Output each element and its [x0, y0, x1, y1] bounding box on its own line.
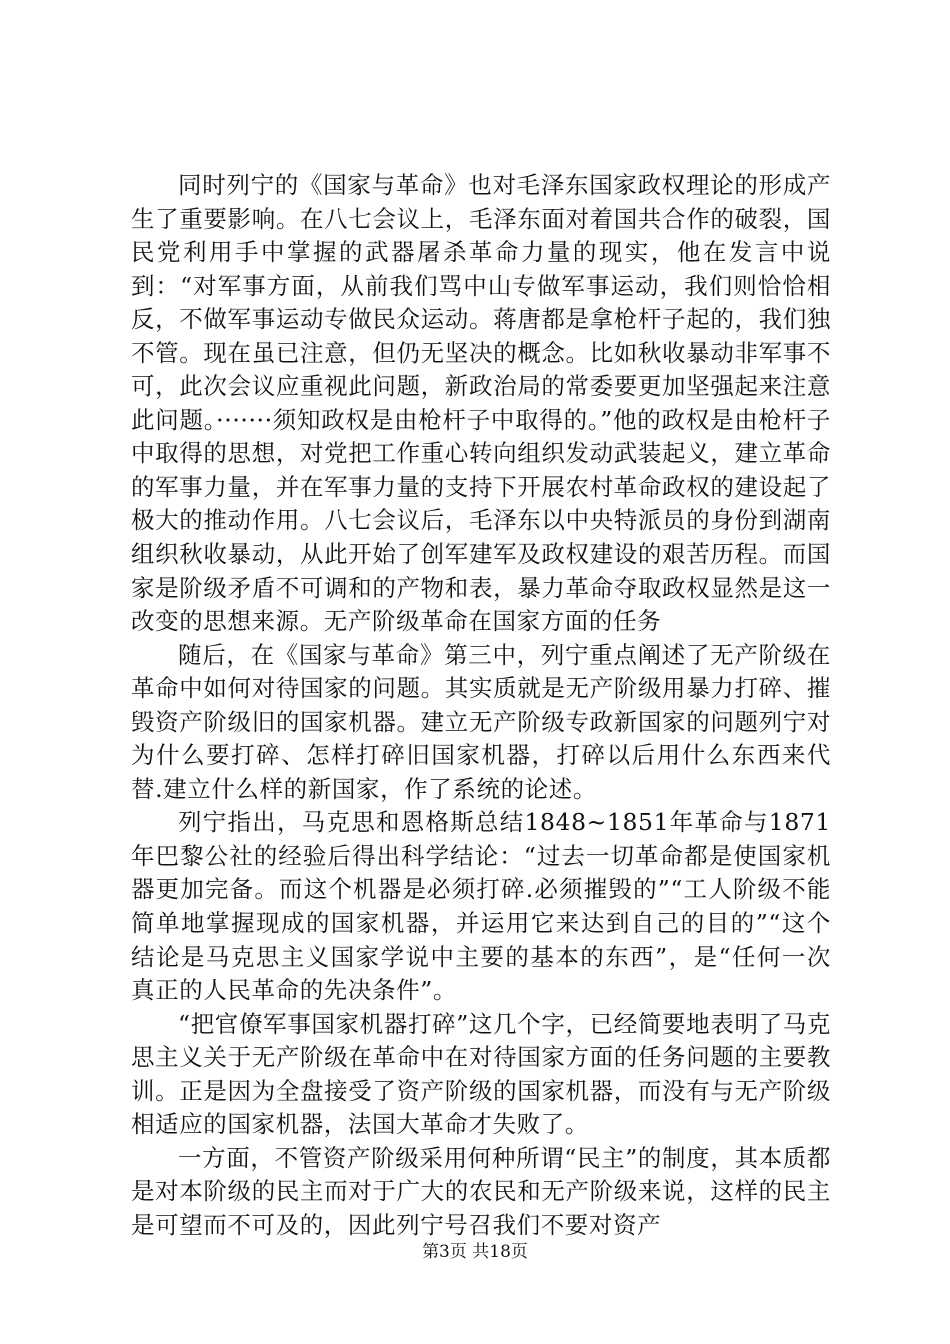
paragraph-3: 列宁指出，马克思和恩格斯总结1848~1851年革命与1871年巴黎公社的经验后得出科学结论：“过去一切革命都是使国家机器更加完备。而这个机器是必须打碎.必须摧毁的”“工人阶级不能简单地掌握现成的国家机器，并运用它来达到自己的目的”“这个结论是马克思主义国家学说中主要的基本的东西”，是“任何一次真正的人民革命的先决条件”。 [131, 808, 831, 1005]
document-body [131, 169, 831, 1243]
page-number-footer: 第3页 共18页 [422, 1242, 528, 1262]
paragraph-1: 同时列宁的《国家与革命》也对毛泽东国家政权理论的形成产生了重要影响。在八七会议上，毛泽东面对着国共合作的破裂，国民党利用手中掌握的武器屠杀革命力量的现实，他在发言中说到：“对军事方面，从前我们骂中山专做军事运动，我们则恰恰相反，不做军事运动专做民众运动。蒋唐都是拿枪杆子起的，我们独不管。现在虽已注意，但仍无坚决的概念。比如秋收暴动非军事不可，此次会议应重视此问题，新政治局的常委要更加坚强起来注意此问题。·······须知政权是由枪杆子中取得的。”他的政权是由枪杆子中取得的思想，对党把工作重心转向组织发动武装起义，建立革命的军事力量，并在军事力量的支持下开展农村革命政权的建设起了极大的推动作用。八七会议后，毛泽东以中央特派员的身份到湖南组织秋收暴动，从此开始了创军建军及政权建设的艰苦历程。而国家是阶级矛盾不可调和的产物和表，暴力革命夺取政权显然是这一改变的思想来源。无产阶级革命在国家方面的任务 [131, 171, 831, 636]
paragraph-4: “把官僚军事国家机器打碎”这几个字，已经简要地表明了马克思主义关于无产阶级在革命中在对待国家方面的任务问题的主要教训。正是因为全盘接受了资产阶级的国家机器，而没有与无产阶级相适应的国家机器，法国大革命才失败了。 [131, 1009, 831, 1139]
paragraph-2: 随后，在《国家与革命》第三中，列宁重点阐述了无产阶级在革命中如何对待国家的问题。其实质就是无产阶级用暴力打碎、摧毁资产阶级旧的国家机器。建立无产阶级专政新国家的问题列宁对为什么要打碎、怎样打碎旧国家机器，打碎以后用什么东西来代替.建立什么样的新国家，作了系统的论述。 [131, 640, 831, 803]
paragraph-5: 一方面，不管资产阶级采用何种所谓“民主”的制度，其本质都是对本阶级的民主而对于广大的农民和无产阶级来说，这样的民主是可望而不可及的，因此列宁号召我们不要对资产 [131, 1143, 831, 1239]
